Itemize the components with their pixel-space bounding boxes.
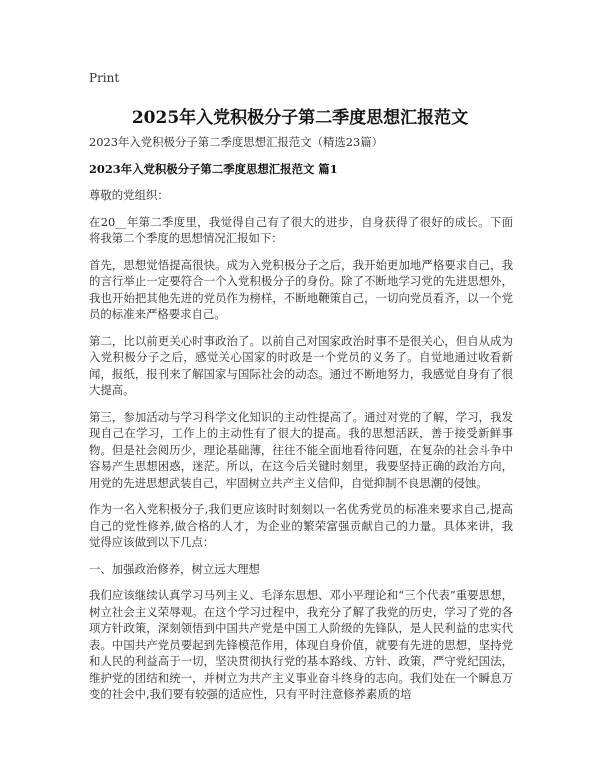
paragraph-intro: 在20__年第二季度里，我觉得自己有了很大的进步，自身获得了很好的成长。下面将我第二个季度的思想情况汇报如下： — [89, 214, 513, 245]
paragraph-commitment: 作为一名入党积极分子,我们更应该时时刻刻以一名优秀党员的标准来要求自己,提高自己的党性修养,做合格的人才，为企业的繁荣富强贡献自己的力量。具体来讲，我觉得应该做到以下几点： — [89, 502, 513, 549]
paragraph-study: 我们应该继续认真学习马列主义、毛泽东思想、邓小平理论和“三个代表”重要思想，树立社会主义荣辱观。在这个学习过程中，我充分了解了我党的历史，学习了党的各项方针政策，深刻领悟到中国共产党是中国工人阶级的先锋队，是人民利益的忠实代表。中国共产党员要起到先锋模范作用，体现自身价值，就要有先进的思想，坚持党和人民的利益高于一切，坚决贯彻执行党的基本路线、方针、政策，严守党纪国法，维护党的团结和统一，并树立为共产主义事业奋斗终身的志向。我们处在一个瞬息万变的社会中,我们要有较强的适应性，只有平时注意修养素质的培 — [89, 588, 513, 701]
section-heading: 2023年入党积极分子第二季度思想汇报范文 篇1 — [89, 161, 338, 176]
document-body — [89, 134, 513, 713]
page-title: 2025年入党积极分子第二季度思想汇报范文 — [131, 108, 469, 128]
subheading-political-cultivation: 一、加强政治修养，树立远大理想 — [89, 561, 260, 576]
paragraph-first-point: 首先，思想觉悟提高很快。成为入党积极分子之后，我开始更加地严格要求自己，我的言行举止一定要符合一个入党积极分子的身份。除了不断地学习党的先进思想外，我也开始把其他先进的党员作为榜样，不断地鞭策自己，一切向党员看齐，以一个党员的标准来严格要求自己。 — [89, 257, 513, 321]
salutation: 尊敬的党组织： — [89, 188, 169, 202]
paragraph-second-point: 第二，比以前更关心时事政治了。以前自己对国家政治时事不是很关心，但自从成为入党积极分子之后，感觉关心国家的时政是一个党员的义务了。自觉地通过收看新闻，报纸，报刊来了解国家与国际社会的动态。通过不断地努力，我感觉自身有了很大提高。 — [89, 333, 513, 397]
paragraph-third-point: 第三，参加活动与学习科学文化知识的主动性提高了。通过对党的了解，学习，我发现自己在学习，工作上的主动性有了很大的提高。我的思想活跃，善于接受新鲜事物。但是社会阅历少，理论基础薄，往往不能全面地看待问题，在复杂的社会斗争中容易产生思想困惑，迷茫。所以，在这今后关键时刻里，我要坚持正确的政治方向，用党的先进思想武装自己，牢固树立共产主义信仰，自觉抑制不良思潮的侵蚀。 — [89, 409, 513, 490]
document-subtitle: 2023年入党积极分子第二季度思想汇报范文（精选23篇） — [89, 135, 384, 149]
print-label: Print — [89, 71, 120, 85]
